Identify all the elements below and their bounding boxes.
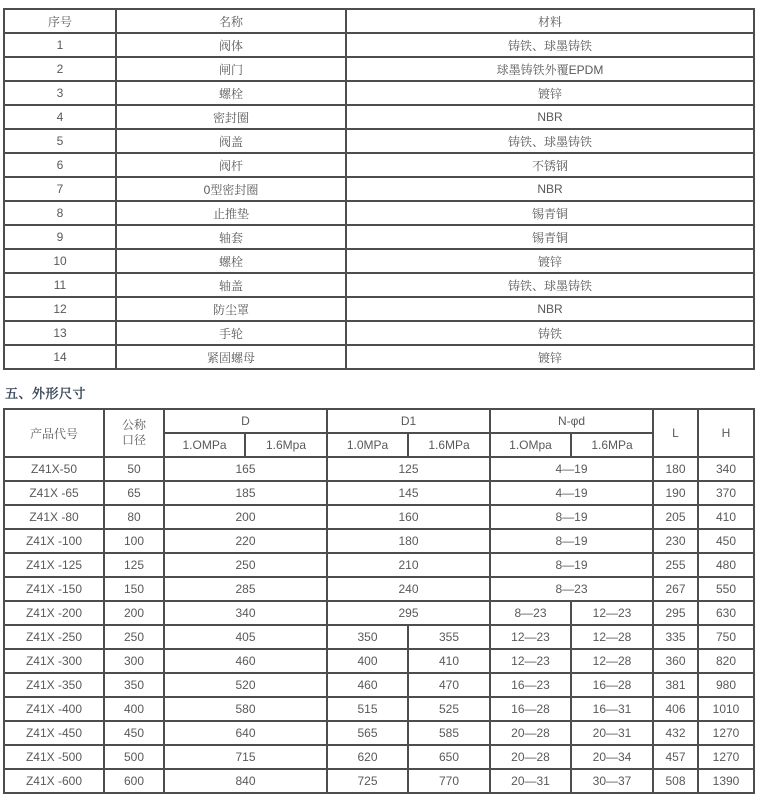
part-no-cell: 6 <box>4 153 116 177</box>
parts-table-row <box>4 201 754 225</box>
d-value-cell: 460 <box>164 649 327 673</box>
part-material-cell: 不锈钢 <box>346 153 754 177</box>
dims-col-header-product-code: 产品代号 <box>4 409 104 457</box>
l-value-cell: 360 <box>653 649 698 673</box>
nominal-bore-cell: 80 <box>104 505 164 529</box>
parts-table-row <box>4 225 754 249</box>
nd-value-cell: 20—28 <box>490 745 571 769</box>
part-name-cell: 阀盖 <box>116 129 346 153</box>
product-code-cell: Z41X -500 <box>4 745 104 769</box>
part-material-cell: NBR <box>346 105 754 129</box>
d1-value-cell: 145 <box>327 481 490 505</box>
h-value-cell: 410 <box>698 505 754 529</box>
dims-table-row <box>4 721 754 745</box>
part-name-cell: 螺栓 <box>116 249 346 273</box>
nominal-bore-cell: 600 <box>104 769 164 793</box>
dims-col-header-l: L <box>653 409 698 457</box>
h-value-cell: 630 <box>698 601 754 625</box>
nd-value-cell: 4—19 <box>490 481 653 505</box>
nd-value-cell: 20—34 <box>571 745 653 769</box>
part-no-cell: 13 <box>4 321 116 345</box>
part-no-cell: 12 <box>4 297 116 321</box>
l-value-cell: 295 <box>653 601 698 625</box>
parts-table-row <box>4 345 754 369</box>
d1-value-cell: 240 <box>327 577 490 601</box>
l-value-cell: 180 <box>653 457 698 481</box>
parts-col-header-material: 材料 <box>346 9 754 33</box>
part-name-cell: 0型密封圈 <box>116 177 346 201</box>
parts-table-row <box>4 153 754 177</box>
product-code-cell: Z41X -125 <box>4 553 104 577</box>
part-no-cell: 7 <box>4 177 116 201</box>
product-code-cell: Z41X -200 <box>4 601 104 625</box>
nd-value-cell: 8—23 <box>490 577 653 601</box>
d-value-cell: 165 <box>164 457 327 481</box>
dims-col-header-nd: N-φd <box>490 409 653 433</box>
nd-value-cell: 12—28 <box>571 649 653 673</box>
nominal-bore-cell: 350 <box>104 673 164 697</box>
d1-value-cell: 460 <box>327 673 408 697</box>
parts-col-header-no: 序号 <box>4 9 116 33</box>
part-name-cell: 止推垫 <box>116 201 346 225</box>
part-no-cell: 11 <box>4 273 116 297</box>
l-value-cell: 335 <box>653 625 698 649</box>
dims-table-row <box>4 625 754 649</box>
nd-value-cell: 8—19 <box>490 505 653 529</box>
dims-table-row <box>4 553 754 577</box>
nominal-bore-cell: 250 <box>104 625 164 649</box>
part-no-cell: 10 <box>4 249 116 273</box>
product-code-cell: Z41X -450 <box>4 721 104 745</box>
h-value-cell: 370 <box>698 481 754 505</box>
part-no-cell: 1 <box>4 33 116 57</box>
part-material-cell: 锡青铜 <box>346 201 754 225</box>
parts-table-row <box>4 81 754 105</box>
dims-table-row <box>4 577 754 601</box>
nominal-bore-cell: 400 <box>104 697 164 721</box>
nd-value-cell: 8—23 <box>490 601 571 625</box>
part-name-cell: 阀杆 <box>116 153 346 177</box>
h-value-cell: 1390 <box>698 769 754 793</box>
d-value-cell: 220 <box>164 529 327 553</box>
part-no-cell: 4 <box>4 105 116 129</box>
d1-value-cell: 355 <box>408 625 490 649</box>
dims-table-row <box>4 457 754 481</box>
d-value-cell: 285 <box>164 577 327 601</box>
part-material-cell: 铸铁、球墨铸铁 <box>346 33 754 57</box>
d-value-cell: 405 <box>164 625 327 649</box>
parts-table-row <box>4 129 754 153</box>
h-value-cell: 480 <box>698 553 754 577</box>
product-code-cell: Z41X -80 <box>4 505 104 529</box>
product-code-cell: Z41X-50 <box>4 457 104 481</box>
h-value-cell: 980 <box>698 673 754 697</box>
product-code-cell: Z41X -65 <box>4 481 104 505</box>
l-value-cell: 508 <box>653 769 698 793</box>
part-name-cell: 紧固螺母 <box>116 345 346 369</box>
d-value-cell: 520 <box>164 673 327 697</box>
nominal-bore-cell: 50 <box>104 457 164 481</box>
product-code-cell: Z41X -100 <box>4 529 104 553</box>
parts-col-header-name: 名称 <box>116 9 346 33</box>
parts-table-row <box>4 297 754 321</box>
parts-materials-table <box>3 8 755 370</box>
nd-value-cell: 16—28 <box>490 697 571 721</box>
l-value-cell: 406 <box>653 697 698 721</box>
d-value-cell: 250 <box>164 553 327 577</box>
part-no-cell: 14 <box>4 345 116 369</box>
d1-value-cell: 210 <box>327 553 490 577</box>
d-value-cell: 640 <box>164 721 327 745</box>
l-value-cell: 381 <box>653 673 698 697</box>
dims-table-row <box>4 745 754 769</box>
product-code-cell: Z41X -600 <box>4 769 104 793</box>
part-name-cell: 阀体 <box>116 33 346 57</box>
parts-table-row <box>4 105 754 129</box>
part-material-cell: 锡青铜 <box>346 225 754 249</box>
dims-subheader-d1-16: 1.6MPa <box>408 433 490 457</box>
h-value-cell: 340 <box>698 457 754 481</box>
nd-value-cell: 8—19 <box>490 529 653 553</box>
d1-value-cell: 585 <box>408 721 490 745</box>
d1-value-cell: 160 <box>327 505 490 529</box>
product-code-cell: Z41X -250 <box>4 625 104 649</box>
dims-table-row <box>4 505 754 529</box>
nominal-bore-line2: 口径 <box>121 433 146 447</box>
d1-value-cell: 350 <box>327 625 408 649</box>
nd-value-cell: 30—37 <box>571 769 653 793</box>
nd-value-cell: 20—28 <box>490 721 571 745</box>
d1-value-cell: 525 <box>408 697 490 721</box>
nd-value-cell: 20—31 <box>571 721 653 745</box>
dims-col-header-d1: D1 <box>327 409 490 433</box>
dims-subheader-d-16: 1.6Mpa <box>245 433 327 457</box>
nominal-bore-cell: 450 <box>104 721 164 745</box>
l-value-cell: 457 <box>653 745 698 769</box>
d1-value-cell: 470 <box>408 673 490 697</box>
l-value-cell: 432 <box>653 721 698 745</box>
part-no-cell: 8 <box>4 201 116 225</box>
dims-table-row <box>4 529 754 553</box>
parts-table-row <box>4 177 754 201</box>
dimensions-table <box>3 408 755 794</box>
nominal-bore-cell: 100 <box>104 529 164 553</box>
d-value-cell: 340 <box>164 601 327 625</box>
d1-value-cell: 620 <box>327 745 408 769</box>
nominal-bore-line1: 公称 <box>121 418 146 432</box>
nominal-bore-cell: 200 <box>104 601 164 625</box>
d-value-cell: 840 <box>164 769 327 793</box>
d-value-cell: 715 <box>164 745 327 769</box>
dims-subheader-nd-10: 1.OMpa <box>490 433 571 457</box>
nd-value-cell: 16—31 <box>571 697 653 721</box>
h-value-cell: 1270 <box>698 745 754 769</box>
parts-table-row <box>4 57 754 81</box>
d1-value-cell: 565 <box>327 721 408 745</box>
dims-subheader-d1-10: 1.0MPa <box>327 433 408 457</box>
part-material-cell: 镀锌 <box>346 81 754 105</box>
part-material-cell: 铸铁、球墨铸铁 <box>346 273 754 297</box>
nominal-bore-cell: 150 <box>104 577 164 601</box>
h-value-cell: 1270 <box>698 721 754 745</box>
dims-subheader-nd-16: 1.6MPa <box>571 433 653 457</box>
d1-value-cell: 125 <box>327 457 490 481</box>
nd-value-cell: 12—28 <box>571 625 653 649</box>
dims-col-header-h: H <box>698 409 754 457</box>
d1-value-cell: 770 <box>408 769 490 793</box>
part-name-cell: 轴盖 <box>116 273 346 297</box>
product-code-cell: Z41X -150 <box>4 577 104 601</box>
part-material-cell: 镀锌 <box>346 345 754 369</box>
product-code-cell: Z41X -350 <box>4 673 104 697</box>
d1-value-cell: 400 <box>327 649 408 673</box>
dims-col-header-nominal-bore <box>104 409 164 457</box>
part-material-cell: 镀锌 <box>346 249 754 273</box>
d-value-cell: 185 <box>164 481 327 505</box>
dims-col-header-d: D <box>164 409 327 433</box>
dims-table-row <box>4 481 754 505</box>
d1-value-cell: 180 <box>327 529 490 553</box>
parts-table-row <box>4 33 754 57</box>
part-no-cell: 5 <box>4 129 116 153</box>
nd-value-cell: 12—23 <box>490 625 571 649</box>
product-code-cell: Z41X -400 <box>4 697 104 721</box>
part-name-cell: 螺栓 <box>116 81 346 105</box>
h-value-cell: 1010 <box>698 697 754 721</box>
l-value-cell: 230 <box>653 529 698 553</box>
parts-table-row <box>4 273 754 297</box>
l-value-cell: 255 <box>653 553 698 577</box>
dims-header-row-1 <box>4 409 754 433</box>
dims-table-row <box>4 601 754 625</box>
nd-value-cell: 16—23 <box>490 673 571 697</box>
parts-header-row <box>4 9 754 33</box>
nd-value-cell: 12—23 <box>571 601 653 625</box>
nominal-bore-cell: 125 <box>104 553 164 577</box>
section-title-dimensions: 五、外形尺寸 <box>5 386 87 401</box>
h-value-cell: 450 <box>698 529 754 553</box>
nd-value-cell: 8—19 <box>490 553 653 577</box>
part-name-cell: 密封圈 <box>116 105 346 129</box>
dims-table-row <box>4 673 754 697</box>
d-value-cell: 580 <box>164 697 327 721</box>
part-no-cell: 9 <box>4 225 116 249</box>
l-value-cell: 205 <box>653 505 698 529</box>
product-code-cell: Z41X -300 <box>4 649 104 673</box>
nominal-bore-cell: 65 <box>104 481 164 505</box>
h-value-cell: 750 <box>698 625 754 649</box>
d1-value-cell: 410 <box>408 649 490 673</box>
h-value-cell: 820 <box>698 649 754 673</box>
parts-table-row <box>4 321 754 345</box>
nominal-bore-cell: 300 <box>104 649 164 673</box>
part-material-cell: NBR <box>346 177 754 201</box>
l-value-cell: 267 <box>653 577 698 601</box>
nd-value-cell: 16—28 <box>571 673 653 697</box>
d-value-cell: 200 <box>164 505 327 529</box>
dims-table-row <box>4 649 754 673</box>
part-name-cell: 手轮 <box>116 321 346 345</box>
nd-value-cell: 20—31 <box>490 769 571 793</box>
l-value-cell: 190 <box>653 481 698 505</box>
part-name-cell: 闸门 <box>116 57 346 81</box>
dims-table-row <box>4 697 754 721</box>
dims-table-row <box>4 769 754 793</box>
nd-value-cell: 12—23 <box>490 649 571 673</box>
nominal-bore-cell: 500 <box>104 745 164 769</box>
part-name-cell: 防尘罩 <box>116 297 346 321</box>
part-name-cell: 轴套 <box>116 225 346 249</box>
d1-value-cell: 515 <box>327 697 408 721</box>
d1-value-cell: 650 <box>408 745 490 769</box>
part-material-cell: 球墨铸铁外覆EPDM <box>346 57 754 81</box>
h-value-cell: 550 <box>698 577 754 601</box>
part-material-cell: 铸铁、球墨铸铁 <box>346 129 754 153</box>
dims-subheader-d-10: 1.OMPa <box>164 433 245 457</box>
d1-value-cell: 725 <box>327 769 408 793</box>
part-material-cell: NBR <box>346 297 754 321</box>
part-no-cell: 2 <box>4 57 116 81</box>
d1-value-cell: 295 <box>327 601 490 625</box>
parts-table-row <box>4 249 754 273</box>
part-no-cell: 3 <box>4 81 116 105</box>
nd-value-cell: 4—19 <box>490 457 653 481</box>
part-material-cell: 铸铁 <box>346 321 754 345</box>
